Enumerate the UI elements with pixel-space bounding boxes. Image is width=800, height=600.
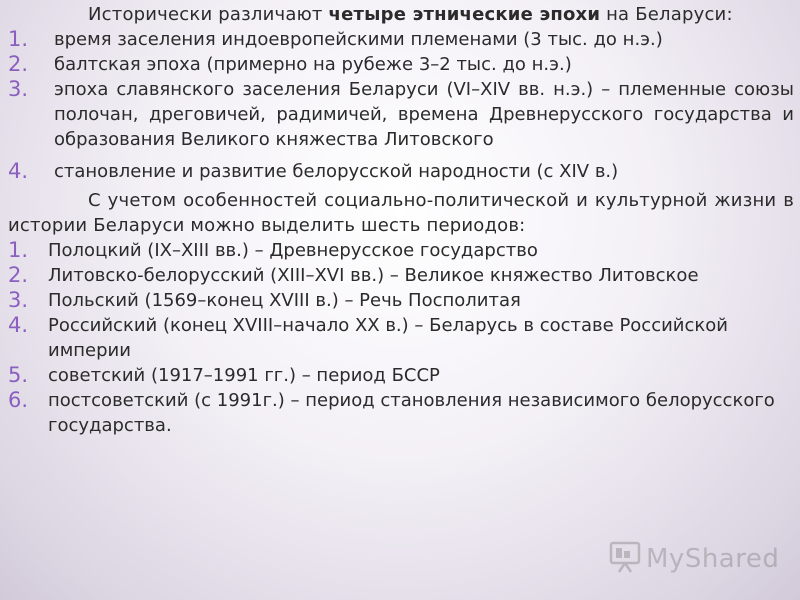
list-number: 3. (8, 288, 29, 312)
list-item (8, 159, 794, 184)
intro-paragraph (8, 2, 794, 27)
list-text: Полоцкий (IX–XIII вв.) – Древнерусское государство (48, 240, 538, 261)
ethnic-epochs-list (8, 27, 794, 184)
list-number: 4. (8, 159, 29, 183)
list-item (8, 313, 794, 363)
slide-content (8, 2, 794, 438)
list-text: Российский (конец XVIII–начало XX в.) – Беларусь в составе Российской империи (48, 315, 728, 361)
list-number: 2. (8, 263, 29, 287)
list-item (8, 388, 794, 438)
intro-tail: на Беларуси: (600, 4, 733, 25)
periods-paragraph: С учетом особенностей социально-политической и культурной жизни в истории Беларуси можно выделить шесть периодов: (8, 190, 794, 236)
list-item (8, 263, 794, 288)
periods-list (8, 238, 794, 438)
list-item (8, 363, 794, 388)
list-text: эпоха славянского заселения Беларуси (VI–XIV вв. н.э.) – племенные союзы полочан, дреговичей, радимичей, времена Древнерусского государства и образования Великого княжества Литовского (54, 79, 794, 150)
intro-lead: Исторически различают (88, 4, 329, 25)
list-text: становление и развитие белорусской народности (с XIV в.) (54, 161, 619, 182)
list-text: Литовско-белорусский (XIII–XVI вв.) – Великое княжество Литовское (48, 265, 699, 286)
list-text: постсоветский (с 1991г.) – период становления независимого белорусского государства. (48, 390, 775, 436)
list-text: Польский (1569–конец XVIII в.) – Речь Посполитая (48, 290, 521, 311)
list-number: 1. (8, 238, 29, 262)
list-number: 1. (8, 27, 29, 51)
list-item (8, 27, 794, 52)
list-text: балтская эпоха (примерно на рубеже 3–2 тыс. до н.э.) (54, 54, 572, 75)
list-number: 4. (8, 313, 29, 337)
list-number: 6. (8, 388, 29, 412)
list-number: 5. (8, 363, 29, 387)
list-text: время заселения индоевропейскими племенами (3 тыс. до н.э.) (54, 29, 663, 50)
list-item (8, 52, 794, 77)
list-item (8, 288, 794, 313)
intro-bold: четыре этнические эпохи (328, 4, 601, 25)
list-number: 2. (8, 52, 29, 76)
list-item (8, 238, 794, 263)
presentation-board-icon (608, 540, 642, 578)
list-number: 3. (8, 77, 29, 101)
list-item (8, 77, 794, 152)
list-text: советский (1917–1991 гг.) – период БССР (48, 365, 440, 386)
watermark-text: MyShared (646, 544, 780, 574)
watermark-logo (608, 540, 779, 578)
